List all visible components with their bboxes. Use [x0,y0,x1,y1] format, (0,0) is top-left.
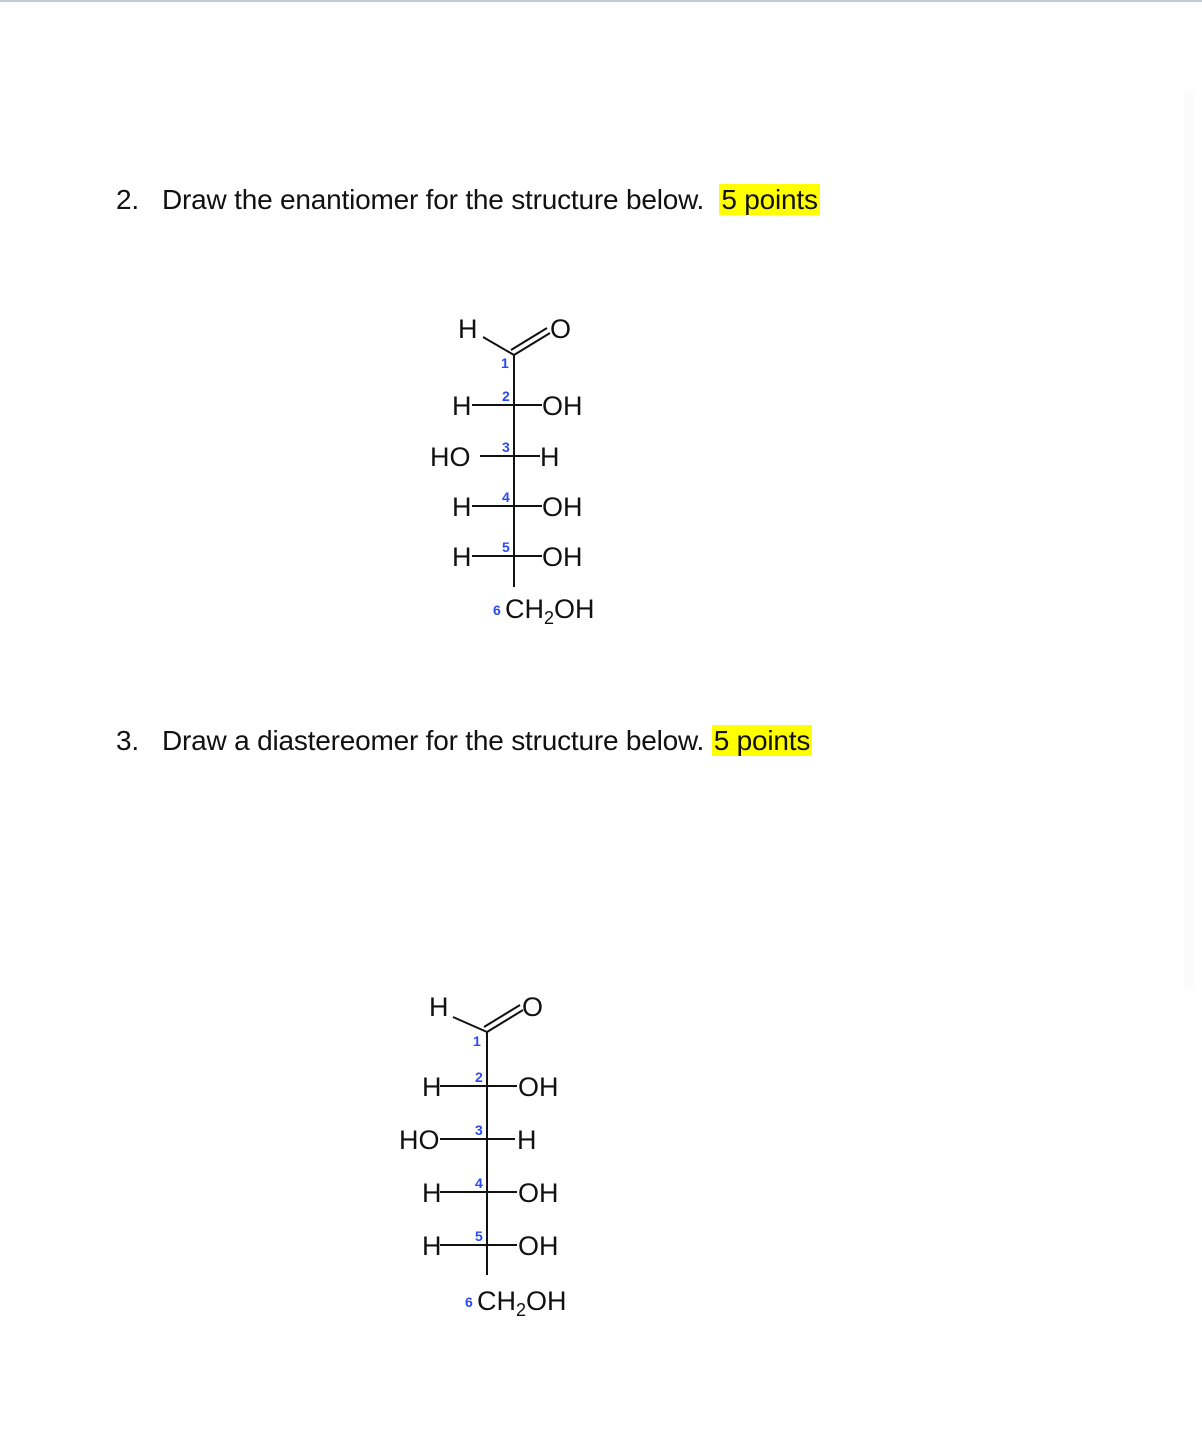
carbon-number-6: 6 [493,602,501,618]
row4-right: OH [542,492,583,522]
carbon-number-5: 5 [502,539,510,555]
row5-right: OH [542,542,583,572]
row4-left: H [422,1178,442,1208]
row4-right: OH [518,1178,559,1208]
row3-right: H [517,1125,537,1155]
question-text: Draw a diastereomer for the structure below. [162,725,705,756]
fischer-projection-2 [380,980,610,1320]
c6-group: $CH_2OH$ [505,594,595,628]
aldehyde-h: H [429,992,449,1022]
aldehyde-h: H [458,314,478,344]
carbon-number-3: 3 [502,439,510,455]
question-number: 2. [116,184,139,215]
carbon-number-6: 6 [465,1294,473,1310]
c6-group: $CH_2OH$ [477,1286,567,1320]
question-text: Draw the enantiomer for the structure below. [162,184,705,215]
question-2 [116,184,820,216]
question-number: 3. [116,725,139,756]
aldehyde-o: O [522,992,544,1022]
row2-left: H [452,391,472,421]
carbon-number-3: 3 [475,1122,483,1138]
row3-right: H [540,442,560,472]
carbon-number-2: 2 [475,1069,483,1085]
fischer-projection-1 [410,305,630,635]
row5-right: OH [518,1231,559,1261]
aldehyde-o: O [550,314,572,344]
window-top-border [0,0,1202,2]
carbon-number-1: 1 [501,355,509,371]
points-badge: 5 points [721,184,818,215]
scrollbar-track[interactable] [1184,90,1194,990]
carbon-number-1: 1 [473,1033,481,1049]
carbon-number-5: 5 [475,1228,483,1244]
row5-left: H [452,542,472,572]
row2-right: OH [518,1072,559,1102]
carbon-number-4: 4 [502,489,510,505]
row4-left: H [452,492,472,522]
row3-left: HO [399,1125,440,1155]
carbon-number-4: 4 [475,1175,483,1191]
points-badge: 5 points [713,725,811,756]
question-3 [116,725,812,757]
row5-left: H [422,1231,442,1261]
carbon-number-2: 2 [502,388,510,404]
row3-left: HO [430,442,471,472]
row2-left: H [422,1072,442,1102]
row2-right: OH [542,391,583,421]
